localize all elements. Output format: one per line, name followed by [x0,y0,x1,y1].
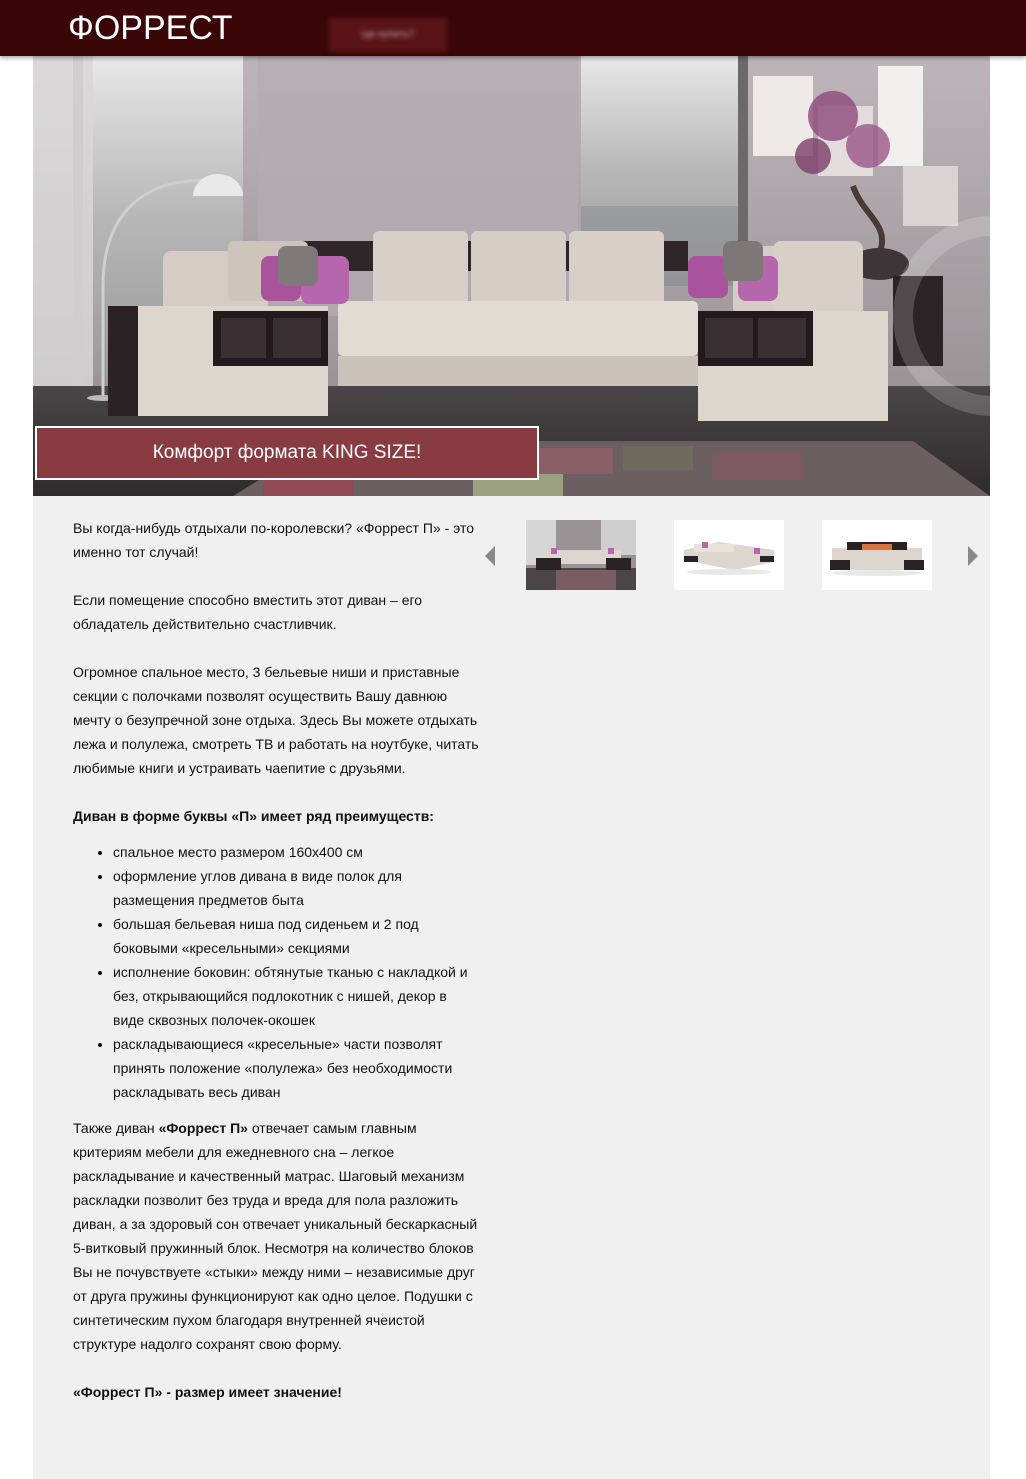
site-header [0,0,1026,56]
features-paragraph: Огромное спальное место, 3 бельевые ниши и приставные секции с полочками позволят осуществить Вашу давнюю мечту о безупречной зоне отдыха. Здесь Вы можете отдыхать лежа и полулежа, смотреть ТВ и работать на ноутбуке, читать любимые книги и устраивать чаепитие с друзьями. [73,664,479,776]
list-item: • оформление углов дивана в виде полок для размещения предметов быта [113,864,479,912]
thumbnail-1[interactable] [526,520,636,590]
where-to-buy-button[interactable]: где купить? [329,18,447,52]
thumbnail-sofa-top-image [822,520,932,590]
list-item: • большая бельевая ниша под сиденьем и 2 под боковыми «кресельными» секциями [113,912,479,960]
thumbnail-interior-image [526,520,636,590]
closing-slogan: «Форрест П» - размер имеет значение! [73,1384,342,1400]
thumbnail-gallery [485,520,983,592]
mechanism-text-start: Также диван [73,1120,159,1136]
mechanism-text-rest: отвечает самым главным критериям мебели для ежедневного сна – легкое раскладывание и качественный матрас. Шаговый механизм раскладки позволит без труда и вреда для пола разложить диван, а за здоровый сон отвечает уникальный бескаркасный 5-витковый пружинный блок. Несмотря на количество блоков Вы не почувствуете «стыки» между ними – независимые друг от друга пружины функционируют как одно целое. Подушки с синтетическим пухом благодаря внутренней ячеистой структуре надолго сохранят свою форму. [73,1120,478,1352]
advantages-heading: Диван в форме буквы «П» имеет ряд преимуществ: [73,808,434,824]
chevron-right-icon[interactable] [968,546,978,566]
product-name-bold: «Форрест П» [158,1120,248,1136]
list-item: • спальное место размером 160х400 см [113,840,479,864]
room-paragraph: Если помещение способно вместить этот диван – его обладатель действительно счастливчик. [73,592,423,632]
chevron-left-icon[interactable] [485,546,495,566]
mechanism-paragraph [73,1116,479,1356]
brand-logo[interactable]: ФОРРЕСТ [68,9,233,47]
description-text [73,516,479,1428]
advantages-list [73,840,479,1104]
hero-caption: Комфорт формата KING SIZE! [35,426,539,480]
hero-banner [33,56,990,496]
thumbnail-sofa-side-image [674,520,784,590]
list-item: • исполнение боковин: обтянутые тканью с накладкой и без, открывающийся подлокотник с нишей, декор в виде сквозных полочек-окошек [113,960,479,1032]
intro-paragraph: Вы когда-нибудь отдыхали по-королевски? «Форрест П» - это именно тот случай! [73,520,475,560]
thumbnail-2[interactable] [674,520,784,590]
thumbnail-3[interactable] [822,520,932,590]
product-description-panel [33,496,990,1479]
list-item: • раскладывающиеся «кресельные» части позволят принять положение «полулежа» без необходимости раскладывать весь диван [113,1032,479,1104]
